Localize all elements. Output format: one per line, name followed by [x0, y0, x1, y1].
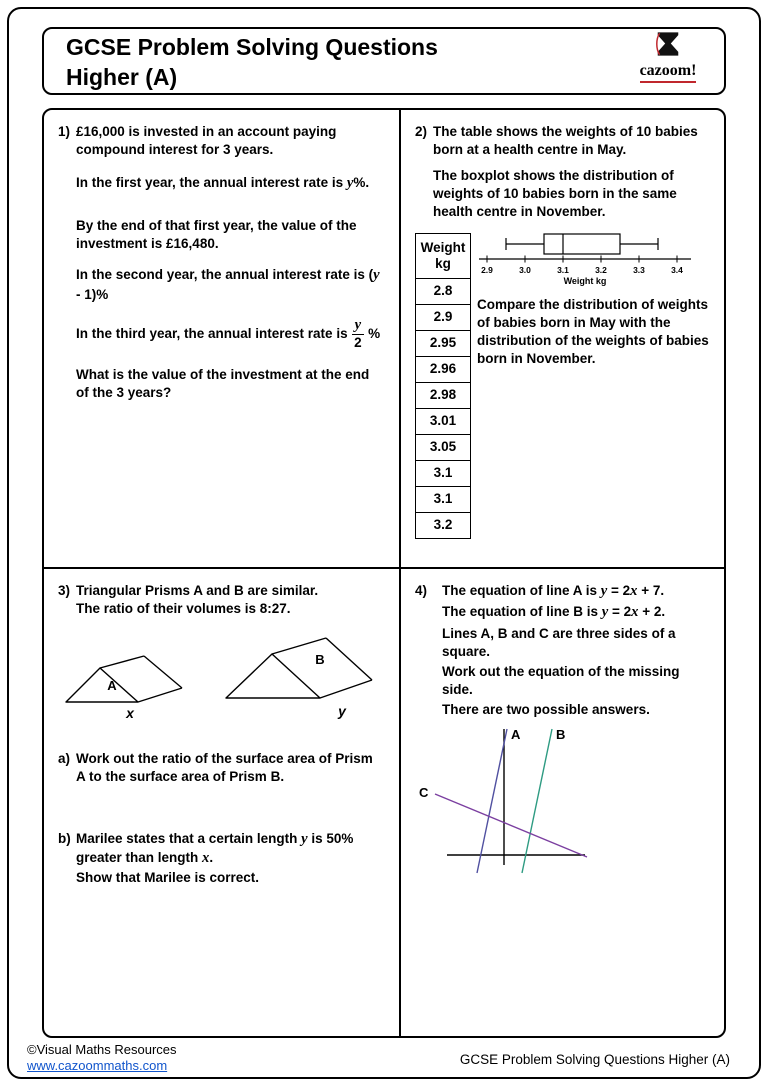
q3-p1	[76, 582, 385, 600]
line-b	[522, 729, 552, 873]
q3-part-a	[58, 750, 385, 786]
q4-line-3	[442, 625, 710, 661]
q4-l2-end: + 2.	[638, 604, 666, 620]
q1-p6-text: What is the value of the investment at the end of the 3 years?	[76, 366, 370, 400]
q1-p4-text: In the second year, the annual interest rate is (	[76, 267, 374, 283]
tick-label: 3.1	[557, 264, 569, 275]
q1-p2-suffix: %.	[353, 174, 370, 190]
q1-p4-suffix: - 1)%	[76, 286, 109, 302]
question-2	[401, 110, 724, 569]
fraction-y-over-2	[352, 318, 364, 350]
q1-p2	[76, 174, 385, 193]
q3-b-text-1	[76, 830, 385, 869]
math-y: y	[346, 174, 354, 191]
q3-number: 3)	[58, 583, 71, 598]
prism-a-front-face	[66, 668, 138, 702]
prism-a-diagram	[60, 646, 190, 724]
math-y: y	[600, 583, 608, 599]
line-a-label: A	[511, 726, 521, 742]
question-3	[44, 569, 401, 1036]
q4-l4-text: Work out the equation of the missing side.	[442, 663, 680, 697]
cazoom-logo-icon	[654, 31, 682, 57]
line-a	[477, 729, 507, 873]
line-c-label: C	[419, 784, 429, 800]
prism-diagrams	[60, 632, 385, 724]
table-cell: 3.01	[416, 408, 471, 434]
fraction-numerator: y	[352, 318, 364, 335]
prism-a-dimension-x: x	[126, 704, 134, 721]
page-title	[66, 33, 438, 93]
footer-credit	[27, 1042, 177, 1075]
q3-a-text	[76, 750, 385, 786]
boxplot	[477, 229, 717, 287]
q4-l3-text: Lines A, B and C are three sides of a square.	[442, 625, 676, 659]
q4-l5-text: There are two possible answers.	[442, 701, 650, 717]
q1-p6	[76, 366, 385, 402]
credit-text: ©Visual Maths Resources	[27, 1042, 177, 1057]
tick-label: 3.3	[633, 264, 645, 275]
cazoommaths-link[interactable]: www.cazoommaths.com	[27, 1058, 168, 1074]
prism-b-label: B	[315, 651, 325, 667]
table-cell: 2.8	[416, 278, 471, 304]
table-cell: 3.1	[416, 486, 471, 512]
q1-p5-suffix: %	[368, 325, 381, 341]
q2-p1-text: The table shows the weights of 10 babies born at a health centre in May.	[433, 124, 698, 157]
fraction-denominator: 2	[354, 334, 362, 350]
q3-b1-mid: is 50% greater than length	[76, 830, 354, 866]
table-cell: 2.96	[416, 356, 471, 382]
q4-l1-eq: = 2	[607, 583, 631, 598]
math-y: y	[373, 267, 380, 284]
q1-number: 1)	[58, 124, 71, 139]
line-b-label: B	[556, 726, 566, 742]
q3-p1-text: Triangular Prisms A and B are similar.	[76, 583, 319, 598]
prism-a-edge	[100, 656, 144, 668]
q4-line-2	[442, 603, 710, 622]
q1-p1	[76, 123, 385, 159]
prism-a-edge	[138, 688, 182, 702]
q1-p1-text: £16,000 is invested in an account paying compound interest for 3 years.	[76, 124, 337, 157]
weights-table	[415, 233, 471, 539]
q1-p4	[76, 266, 385, 303]
prism-a-edge	[144, 656, 182, 688]
q3-p2-text: The ratio of their volumes is 8:27.	[76, 600, 291, 616]
q2-compare	[477, 296, 710, 368]
boxplot-box	[544, 234, 620, 254]
q4-number: 4)	[415, 583, 428, 598]
q4-l1-text: The equation of line A is	[442, 583, 601, 598]
table-cell: 2.9	[416, 304, 471, 330]
q3-part-b	[58, 830, 385, 887]
q2-table-and-boxplot	[415, 229, 710, 539]
q3-a-text-span: Work out the ratio of the surface area of Prism A to the surface area of Prism B.	[76, 750, 373, 784]
table-cell: 3.1	[416, 460, 471, 486]
question-4	[401, 569, 724, 1036]
q2-compare-text: Compare the distribution of weights of babies born in May with the distribution of the weights of babies born in November.	[477, 296, 709, 366]
title-box	[42, 27, 726, 95]
boxplot-axis-label: Weight kg	[563, 275, 607, 286]
q4-l1-end: + 7.	[637, 583, 665, 598]
q4-line-5	[442, 701, 710, 719]
table-cell: 2.98	[416, 382, 471, 408]
q1-p5	[76, 318, 385, 350]
q1-p3-text: By the end of that first year, the value of the investment is £16,480.	[76, 218, 357, 252]
title-line-2: Higher (A)	[66, 63, 178, 90]
q3-b-number: b)	[58, 830, 71, 846]
prism-b-dimension-y: y	[338, 702, 346, 719]
q4-line-4	[442, 663, 710, 699]
math-y: y	[301, 830, 308, 847]
q3-b1-end: .	[209, 850, 214, 866]
tick-label: 3.4	[671, 264, 683, 275]
tick-label: 2.9	[481, 264, 493, 275]
math-y: y	[601, 604, 609, 621]
q4-l2-eq: = 2	[608, 604, 632, 620]
q3-p2	[76, 600, 385, 618]
q3-b-text-2	[76, 869, 385, 887]
math-x: x	[631, 604, 639, 621]
q4-graph	[417, 725, 602, 877]
q2-p1	[433, 123, 710, 159]
q1-p5-text: In the third year, the annual interest rate is	[76, 325, 348, 341]
math-x: x	[202, 850, 210, 867]
q1-p3	[76, 217, 385, 253]
q3-b1-text: Marilee states that a certain length	[76, 830, 302, 846]
footer-title: GCSE Problem Solving Questions Higher (A)	[459, 1052, 730, 1067]
cazoom-logo	[624, 31, 712, 83]
tick-label: 3.0	[519, 264, 531, 275]
prism-b-edge	[326, 638, 372, 680]
prism-b-diagram	[220, 632, 385, 724]
prism-b-edge	[320, 680, 372, 698]
q3-a-number: a)	[58, 750, 71, 766]
q3-b2-text: Show that Marilee is correct.	[76, 869, 260, 885]
prism-b-front-face	[226, 654, 320, 698]
table-cell: 3.2	[416, 512, 471, 538]
question-1	[44, 110, 401, 569]
q2-p2-text: The boxplot shows the distribution of weights of 10 babies born in the same health centre in November.	[433, 167, 677, 219]
math-x: x	[630, 583, 638, 599]
question-grid	[42, 108, 726, 1038]
q4-l2-text: The equation of line B is	[442, 604, 602, 620]
cazoom-logo-text: cazoom!	[640, 62, 697, 83]
q4-line-1	[442, 582, 710, 601]
q2-right-column	[471, 229, 710, 539]
title-line-1: GCSE Problem Solving Questions	[66, 34, 438, 60]
q2-number: 2)	[415, 124, 428, 139]
q1-p2-text: In the first year, the annual interest rate is	[76, 174, 347, 190]
q2-p2	[433, 167, 710, 221]
line-c	[435, 794, 587, 857]
tick-label: 3.2	[595, 264, 607, 275]
table-cell: 2.95	[416, 330, 471, 356]
table-cell: 3.05	[416, 434, 471, 460]
weights-table-header: Weight kg	[416, 233, 471, 278]
prism-a-label: A	[107, 677, 117, 693]
